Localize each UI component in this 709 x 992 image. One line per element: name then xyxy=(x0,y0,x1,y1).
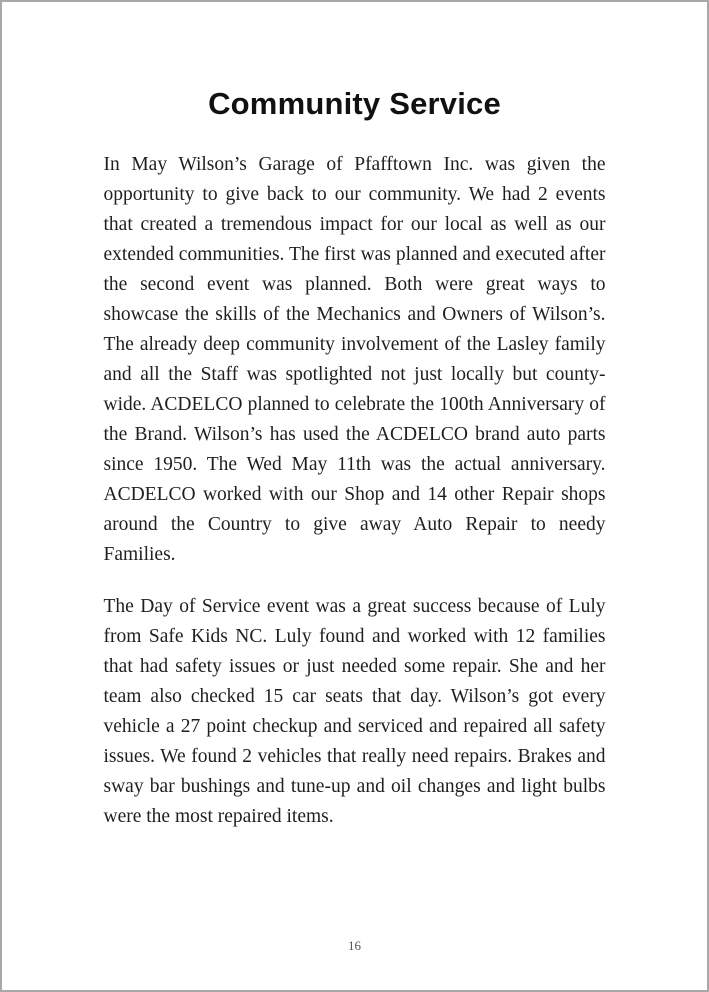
page-body xyxy=(104,122,606,832)
paragraph-day-of-service: The Day of Service event was a great success because of Luly from Safe Kids NC. Luly found and worked with 12 families that had safety issues or just needed some repair. She and her team also checked 15 car seats that day. Wilson’s got every vehicle a 27 point checkup and serviced and repaired all safety issues. We found 2 vehicles that really need repairs. Brakes and sway bar bushings and tune-up and oil changes and light bulbs were the most repaired items. xyxy=(103,596,606,827)
page-number: 16 xyxy=(348,938,361,953)
page-title: Community Service xyxy=(208,86,501,121)
paragraph-community-events: In May Wilson’s Garage of Pfafftown Inc. was given the opportunity to give back to our community. We had 2 events that created a tremendous impact for our local as well as our extended communities. The first was planned and executed after the second event was planned. Both were great ways to showcase the skills of the Mechanics and Owners of Wilson’s. The already deep community involvement of the Lasley family and all the Staff was spotlighted not just locally but county-wide. ACDELCO planned to celebrate the 100th Anniversary of the Brand. Wilson’s has used the ACDELCO brand auto parts since 1950. The Wed May 11th was the actual anniversary. ACDELCO worked with our Shop and 14 other Repair shops around the Country to give away Auto Repair to needy Families. xyxy=(103,154,606,565)
